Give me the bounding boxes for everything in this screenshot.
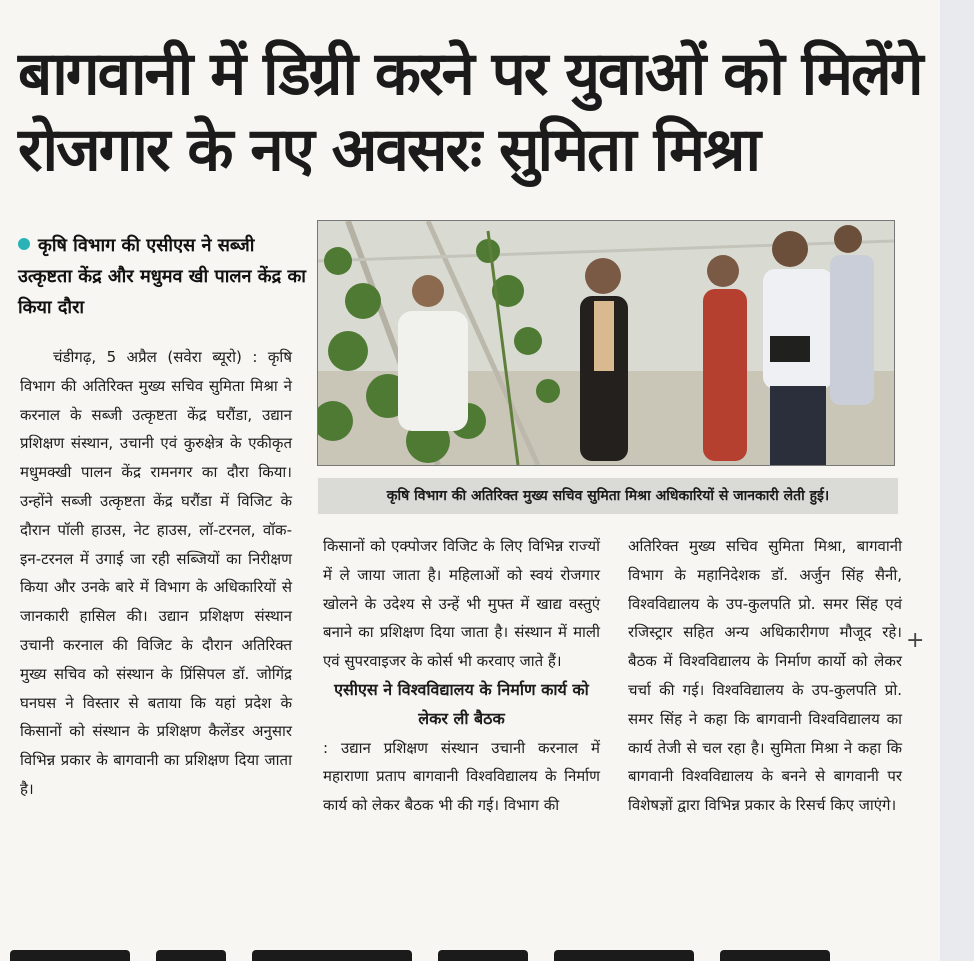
headline-line-1: बागवानी में डिग्री करने पर युवाओं को मिलेंगे [18,39,922,109]
column-2-paragraph-2: : उद्यान प्रशिक्षण संस्थान उचानी करनाल में महाराणा प्रताप बागवानी विश्वविद्यालय के निर्माण कार्य को लेकर बैठक भी की गई। विभाग की [323,738,600,815]
subheading-text: कृषि विभाग की एसीएस ने सब्जी उत्कृष्टता केंद्र और मधुमव खी पालन केंद्र का किया दौरा [18,235,306,318]
plus-icon: + [906,628,925,653]
subheading [18,230,308,323]
headline-line-2: रोजगार के नए अवसरः सुमिता मिश्रा [18,115,760,185]
cut-off-next-headline [10,930,910,961]
headline [18,36,922,188]
bullet-dot-icon [18,238,30,250]
news-photo [317,220,895,466]
column-2-paragraph-1: किसानों को एक्पोजर विजिट के लिए विभिन्न राज्यों में ले जाया जाता है। महिलाओं को स्वयं रोजगार खोलने के उदेश्य से उन्हें भी मुफ्त में खाद्य वस्तुएं बनाने का प्रशिक्षण दिया जाता है। संस्थान में माली एवं सुपरवाइजर के कोर्स भी करवाए जाते हैं। [323,537,600,671]
column-3-text: अतिरिक्त मुख्य सचिव सुमिता मिश्रा, बागवानी विभाग के महानिदेशक डॉ. अर्जुन सिंह सैनी, विश्वविद्यालय के उप-कुलपति प्रो. समर सिंह एवं रजिस्ट्रार सहित अन्य अधिकारीगण मौजूद रहे। बैठक में विश्वविद्यालय के निर्माण कार्यो को लेकर चर्चा की गई। विश्वविद्यालय के उप-कुलपति प्रो. समर सिंह ने कहा कि बागवानी विश्वविद्यालय का कार्य तेजी से चल रहा है। सुमिता मिश्रा ने कहा कि बागवानी विश्वविद्यालय के बनने से बागवानी पर विशेषज्ञों द्वारा विभिन्न प्रकार के रिसर्च किए जाएंगे। [628,537,902,815]
photo-caption: कृषि विभाग की अतिरिक्त मुख्य सचिव सुमिता मिश्रा अधिकारियों से जानकारी लेती हुई। [318,478,898,514]
screen-margin [940,0,974,961]
greenhouse-photo-illustration [318,221,894,465]
column-2-subheading: एसीएस ने विश्वविद्यालय के निर्माण कार्य को लेकर ली बैठक [334,679,589,728]
article-column-3 [628,532,902,820]
column-1-text: चंडीगढ़, 5 अप्रैल (सवेरा ब्यूरो) : कृषि विभाग की अतिरिक्त मुख्य सचिव सुमिता मिश्रा ने करनाल के सब्जी उत्कृष्टता केंद्र घरौंडा, उद्यान प्रशिक्षण संस्थान, उचानी एवं कुरुक्षेत्र के एकीकृत मधुमक्खी पालन केंद्र रामनगर का दौरा किया। उन्होंने सब्जी उत्कृष्टता केंद्र घरौंडा में विजिट के दौरान पॉली हाउस, नेट हाउस, लॉ-टरनल, वॉक-इन-टरनल में उगाई जा रही सब्जियों का निरीक्षण किया और उनके बारे में विभाग के अधिकारियों से जानकारी हासिल की। उद्यान प्रशिक्षण संस्थान उचानी करनाल की विजिट के दौरान अतिरिक्त मुख्य सचिव को संस्थान के प्रिंसिपल डॉ. जोगिंद्र घनघस ने विस्तार से बताया कि यहां प्रदेश के किसानों को संस्थान के प्रशिक्षण कैलेंडर अनुसार विभिन्न प्रकार के बागवानी का प्रशिक्षण दिया जाता है। [20,348,292,798]
cut-off-previous-text [20,0,900,6]
article-column-2 [323,532,600,820]
article-column-1 [20,343,292,804]
